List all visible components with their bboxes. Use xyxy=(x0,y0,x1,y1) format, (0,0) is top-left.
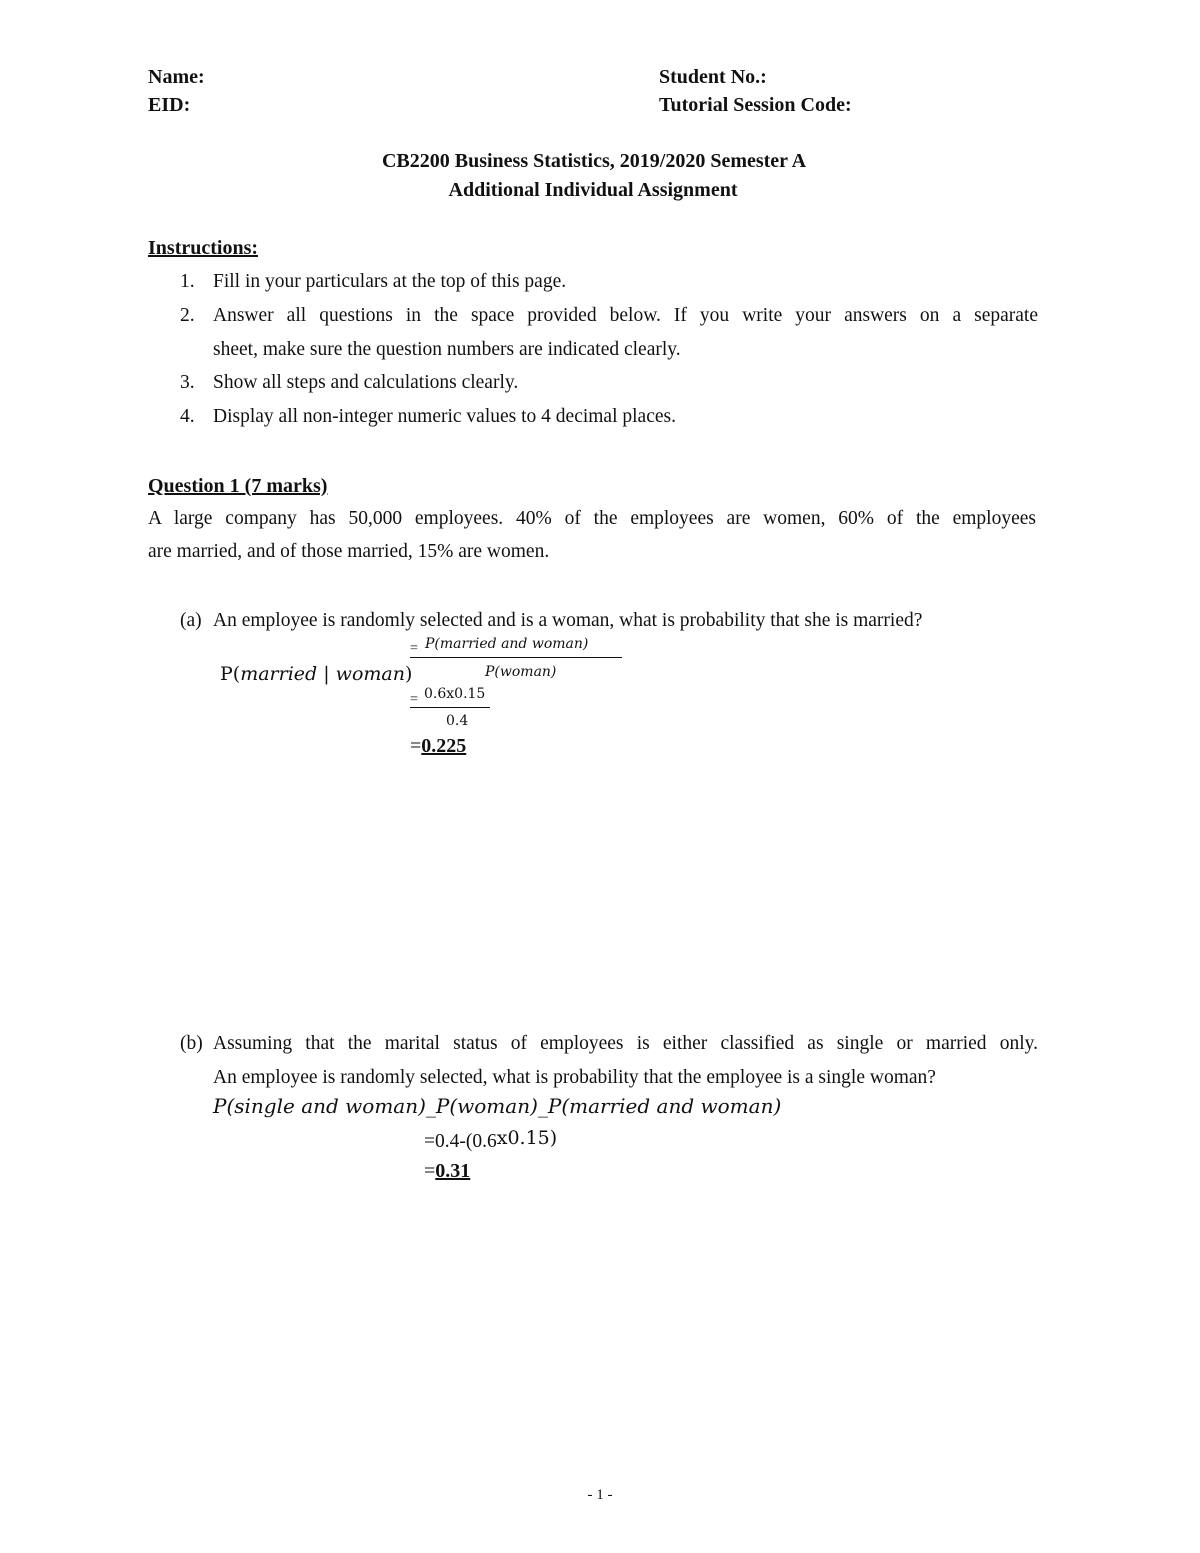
fraction-numerator: P(married and woman) xyxy=(425,636,589,652)
part-a-label: (a) xyxy=(180,610,202,631)
part-b-answer: 0.31 xyxy=(435,1160,471,1182)
fraction-numerator: 0.6x0.15 xyxy=(424,686,486,702)
list-item: Answer all questions in the space provided below. If you write your answers on a separate xyxy=(213,305,1038,326)
list-item: Show all steps and calculations clearly. xyxy=(213,372,519,393)
list-item-number: 4. xyxy=(180,406,195,427)
page-number: - 1 - xyxy=(587,1487,613,1503)
fraction-bar xyxy=(410,707,490,708)
eid-label: EID: xyxy=(148,94,191,116)
equals-sign: = xyxy=(410,641,418,656)
name-label: Name: xyxy=(148,66,205,88)
equals-sign: = xyxy=(410,692,418,707)
question-1-heading: Question 1 (7 marks) xyxy=(148,475,328,497)
list-item: Fill in your particulars at the top of this page. xyxy=(213,271,567,292)
part-a-question: An employee is randomly selected and is a woman, what is probability that she is married? xyxy=(213,610,923,631)
list-item-continuation: sheet, make sure the question numbers are indicated clearly. xyxy=(213,339,681,360)
part-b-step-1: =0.4-(0.6x0.15) xyxy=(424,1127,558,1152)
part-b-question-line-1: Assuming that the marital status of employees is either classified as single or married only. xyxy=(213,1033,1038,1054)
question-1-body-line-2: are married, and of those married, 15% are women. xyxy=(148,541,550,562)
list-item-number: 2. xyxy=(180,305,195,326)
fraction-bar xyxy=(410,657,622,658)
part-b-question-line-2: An employee is randomly selected, what is probability that the employee is a single woman? xyxy=(213,1067,936,1088)
part-a-answer: 0.225 xyxy=(421,735,467,757)
assignment-title: Additional Individual Assignment xyxy=(448,179,738,201)
fraction-denominator: P(woman) xyxy=(485,664,557,680)
list-item-number: 3. xyxy=(180,372,195,393)
list-item-number: 1. xyxy=(180,271,195,292)
part-b-label: (b) xyxy=(180,1033,203,1054)
course-title: CB2200 Business Statistics, 2019/2020 Semester A xyxy=(381,150,807,172)
fraction-denominator: 0.4 xyxy=(446,713,469,729)
part-b-expression: P(single and woman)_P(woman)_P(married and woman) xyxy=(213,1094,782,1118)
part-b-result-line: =0.31 xyxy=(424,1160,471,1182)
list-item: Display all non-integer numeric values to 4 decimal places. xyxy=(213,406,676,427)
question-1-body-line-1: A large company has 50,000 employees. 40% of the employees are women, 60% of the employees xyxy=(148,508,1036,529)
instructions-heading: Instructions: xyxy=(148,237,259,259)
result-line: =0.225 xyxy=(410,735,467,757)
tutorial-session-label: Tutorial Session Code: xyxy=(659,94,852,116)
conditional-probability-lhs: P(married | woman) xyxy=(220,663,413,685)
student-no-label: Student No.: xyxy=(659,66,767,88)
